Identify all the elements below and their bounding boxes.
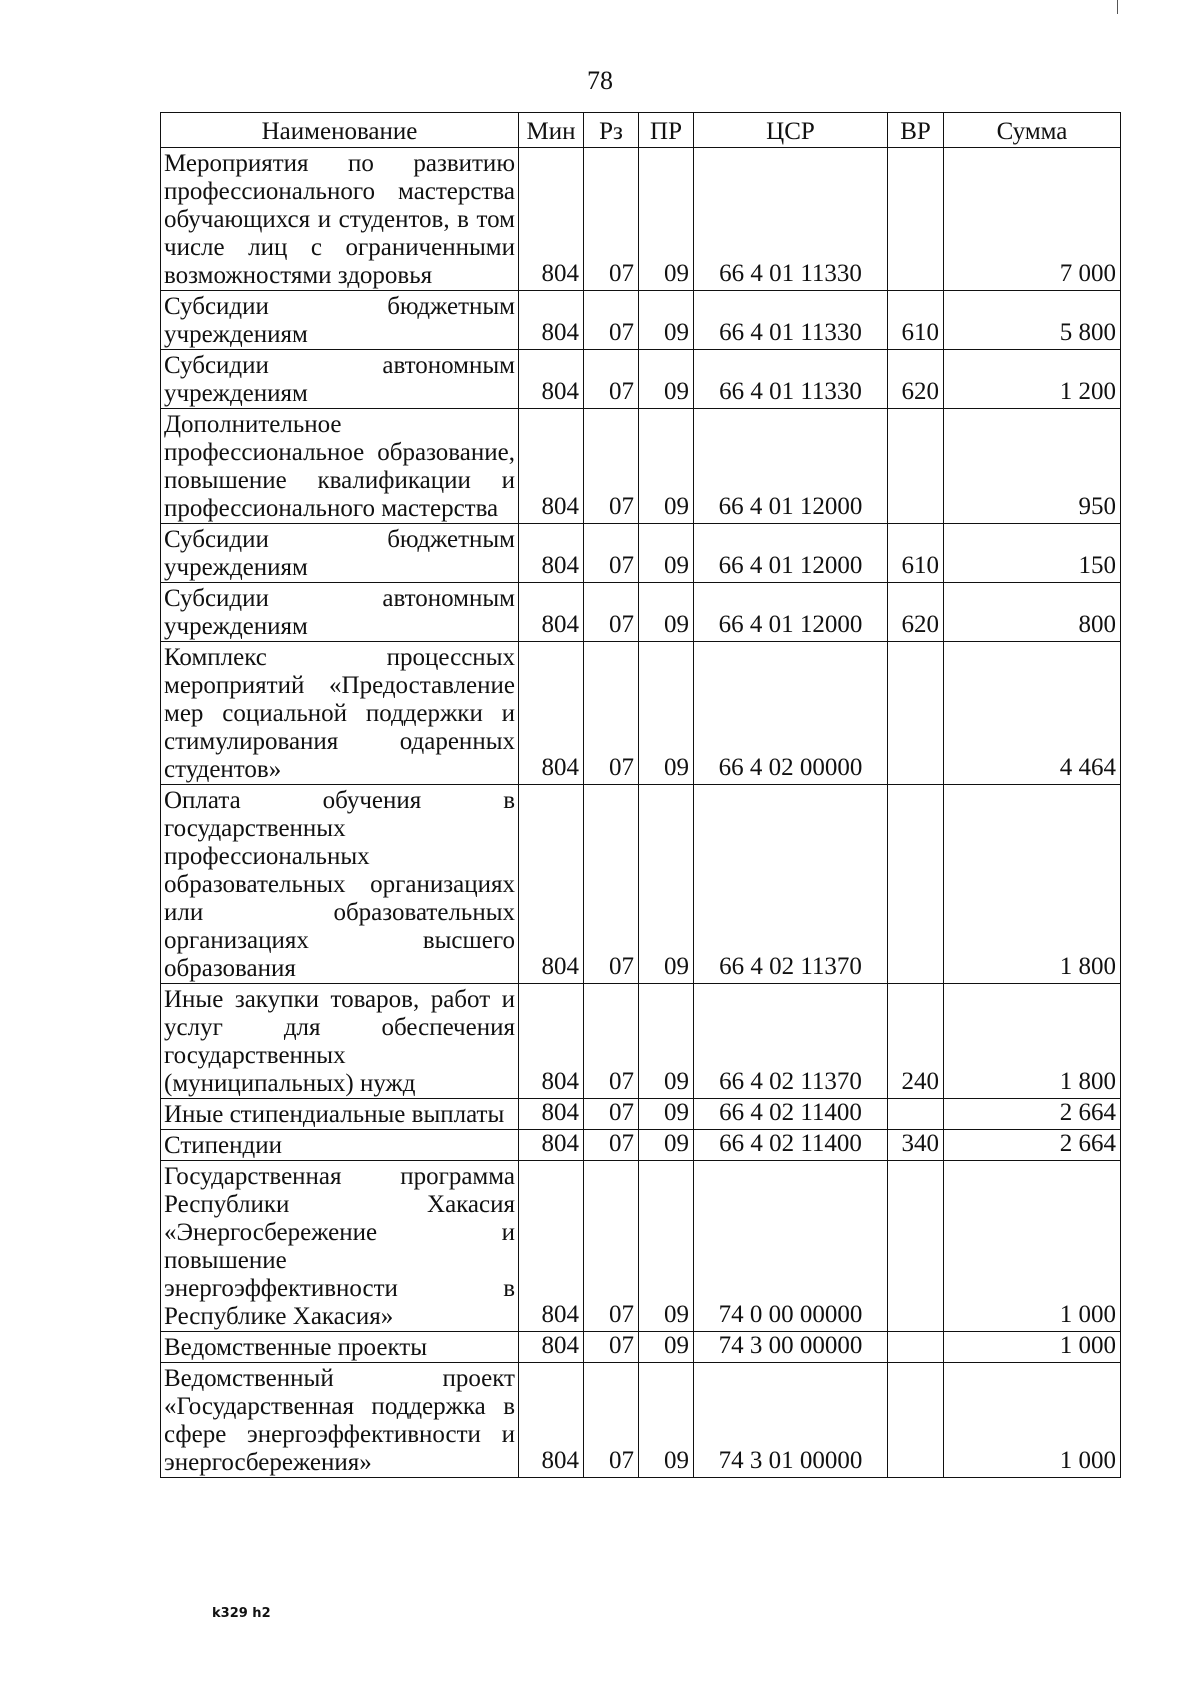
row-csr: 66 4 01 11330 bbox=[694, 291, 888, 350]
table-row bbox=[161, 291, 1121, 350]
row-vr bbox=[888, 785, 944, 984]
row-vr: 620 bbox=[888, 350, 944, 409]
row-csr: 66 4 01 11330 bbox=[694, 350, 888, 409]
row-rz: 07 bbox=[584, 642, 639, 785]
row-name: Субсидии автономным учреждениям bbox=[161, 583, 519, 642]
row-pr: 09 bbox=[639, 642, 694, 785]
row-sum: 150 bbox=[944, 524, 1121, 583]
row-min: 804 bbox=[519, 1130, 584, 1161]
footer-code: k329 h2 bbox=[212, 1606, 271, 1621]
row-pr: 09 bbox=[639, 785, 694, 984]
scan-edge-mark bbox=[1117, 0, 1118, 14]
table-row bbox=[161, 785, 1121, 984]
row-name: Субсидии бюджетным учреждениям bbox=[161, 524, 519, 583]
table-row bbox=[161, 642, 1121, 785]
row-name: Оплата обучения в государственных профессиональных образовательных организациях или образовательных организациях высшего образования bbox=[161, 785, 519, 984]
row-sum: 5 800 bbox=[944, 291, 1121, 350]
row-csr: 66 4 02 00000 bbox=[694, 642, 888, 785]
header-name: Наименование bbox=[161, 113, 519, 148]
table-row bbox=[161, 984, 1121, 1099]
row-vr bbox=[888, 1161, 944, 1332]
table-row bbox=[161, 1099, 1121, 1130]
row-pr: 09 bbox=[639, 409, 694, 524]
row-pr: 09 bbox=[639, 350, 694, 409]
row-rz: 07 bbox=[584, 524, 639, 583]
row-sum: 4 464 bbox=[944, 642, 1121, 785]
table-row bbox=[161, 350, 1121, 409]
row-min: 804 bbox=[519, 148, 584, 291]
row-sum: 1 800 bbox=[944, 984, 1121, 1099]
row-name: Мероприятия по развитию профессионального мастерства обучающихся и студентов, в том числе лиц с ограниченными возможностями здоровья bbox=[161, 148, 519, 291]
header-pr: ПР bbox=[639, 113, 694, 148]
row-pr: 09 bbox=[639, 1363, 694, 1478]
row-sum: 1 000 bbox=[944, 1161, 1121, 1332]
row-csr: 74 0 00 00000 bbox=[694, 1161, 888, 1332]
row-name: Ведомственные проекты bbox=[161, 1332, 519, 1363]
row-min: 804 bbox=[519, 1363, 584, 1478]
row-rz: 07 bbox=[584, 350, 639, 409]
table-header-row bbox=[161, 113, 1121, 148]
header-min: Мин bbox=[519, 113, 584, 148]
row-min: 804 bbox=[519, 409, 584, 524]
row-name: Субсидии бюджетным учреждениям bbox=[161, 291, 519, 350]
header-vr: ВР bbox=[888, 113, 944, 148]
row-min: 804 bbox=[519, 350, 584, 409]
row-vr bbox=[888, 642, 944, 785]
row-min: 804 bbox=[519, 984, 584, 1099]
table-row bbox=[161, 1130, 1121, 1161]
row-vr bbox=[888, 1332, 944, 1363]
row-rz: 07 bbox=[584, 148, 639, 291]
table-row bbox=[161, 583, 1121, 642]
row-pr: 09 bbox=[639, 291, 694, 350]
row-name: Ведомственный проект «Государственная поддержка в сфере энергоэффективности и энергосбережения» bbox=[161, 1363, 519, 1478]
row-csr: 66 4 02 11370 bbox=[694, 785, 888, 984]
row-csr: 66 4 01 12000 bbox=[694, 583, 888, 642]
row-csr: 66 4 01 12000 bbox=[694, 409, 888, 524]
row-csr: 66 4 01 12000 bbox=[694, 524, 888, 583]
row-pr: 09 bbox=[639, 148, 694, 291]
table-body bbox=[161, 148, 1121, 1478]
row-vr: 240 bbox=[888, 984, 944, 1099]
row-vr bbox=[888, 409, 944, 524]
row-sum: 950 bbox=[944, 409, 1121, 524]
row-min: 804 bbox=[519, 1161, 584, 1332]
row-rz: 07 bbox=[584, 984, 639, 1099]
row-csr: 74 3 01 00000 bbox=[694, 1363, 888, 1478]
row-rz: 07 bbox=[584, 291, 639, 350]
row-pr: 09 bbox=[639, 984, 694, 1099]
budget-table bbox=[160, 112, 1121, 1478]
row-min: 804 bbox=[519, 642, 584, 785]
row-name: Государственная программа Республики Хакасия «Энергосбережение и повышение энергоэффективности в Республике Хакасия» bbox=[161, 1161, 519, 1332]
row-rz: 07 bbox=[584, 1363, 639, 1478]
header-csr: ЦСР bbox=[694, 113, 888, 148]
header-rz: Рз bbox=[584, 113, 639, 148]
page-number: 78 bbox=[587, 66, 613, 95]
row-name: Стипендии bbox=[161, 1130, 519, 1161]
row-csr: 66 4 02 11400 bbox=[694, 1130, 888, 1161]
row-pr: 09 bbox=[639, 1099, 694, 1130]
table-row bbox=[161, 409, 1121, 524]
row-name: Комплекс процессных мероприятий «Предоставление мер социальной поддержки и стимулирования одаренных студентов» bbox=[161, 642, 519, 785]
row-sum: 1 000 bbox=[944, 1363, 1121, 1478]
row-sum: 1 800 bbox=[944, 785, 1121, 984]
row-rz: 07 bbox=[584, 1161, 639, 1332]
row-rz: 07 bbox=[584, 1332, 639, 1363]
table-row bbox=[161, 524, 1121, 583]
row-min: 804 bbox=[519, 291, 584, 350]
header-sum: Сумма bbox=[944, 113, 1121, 148]
row-sum: 7 000 bbox=[944, 148, 1121, 291]
row-sum: 1 200 bbox=[944, 350, 1121, 409]
row-rz: 07 bbox=[584, 1130, 639, 1161]
row-name: Субсидии автономным учреждениям bbox=[161, 350, 519, 409]
row-csr: 74 3 00 00000 bbox=[694, 1332, 888, 1363]
row-sum: 2 664 bbox=[944, 1099, 1121, 1130]
row-pr: 09 bbox=[639, 1161, 694, 1332]
row-min: 804 bbox=[519, 1099, 584, 1130]
table-row bbox=[161, 1332, 1121, 1363]
row-name: Иные стипендиальные выплаты bbox=[161, 1099, 519, 1130]
row-pr: 09 bbox=[639, 524, 694, 583]
row-sum: 2 664 bbox=[944, 1130, 1121, 1161]
row-pr: 09 bbox=[639, 1332, 694, 1363]
row-sum: 800 bbox=[944, 583, 1121, 642]
row-name: Иные закупки товаров, работ и услуг для обеспечения государственных (муниципальных) нужд bbox=[161, 984, 519, 1099]
row-vr: 340 bbox=[888, 1130, 944, 1161]
row-vr: 620 bbox=[888, 583, 944, 642]
row-csr: 66 4 02 11400 bbox=[694, 1099, 888, 1130]
row-rz: 07 bbox=[584, 409, 639, 524]
row-vr: 610 bbox=[888, 524, 944, 583]
row-min: 804 bbox=[519, 524, 584, 583]
table-row bbox=[161, 148, 1121, 291]
row-vr bbox=[888, 148, 944, 291]
row-min: 804 bbox=[519, 583, 584, 642]
row-pr: 09 bbox=[639, 1130, 694, 1161]
row-csr: 66 4 01 11330 bbox=[694, 148, 888, 291]
row-csr: 66 4 02 11370 bbox=[694, 984, 888, 1099]
row-min: 804 bbox=[519, 785, 584, 984]
row-pr: 09 bbox=[639, 583, 694, 642]
table-row bbox=[161, 1161, 1121, 1332]
row-rz: 07 bbox=[584, 583, 639, 642]
row-vr: 610 bbox=[888, 291, 944, 350]
row-rz: 07 bbox=[584, 1099, 639, 1130]
row-vr bbox=[888, 1099, 944, 1130]
row-vr bbox=[888, 1363, 944, 1478]
row-rz: 07 bbox=[584, 785, 639, 984]
row-sum: 1 000 bbox=[944, 1332, 1121, 1363]
row-min: 804 bbox=[519, 1332, 584, 1363]
row-name: Дополнительное профессиональное образование, повышение квалификации и профессионального мастерства bbox=[161, 409, 519, 524]
table-row bbox=[161, 1363, 1121, 1478]
